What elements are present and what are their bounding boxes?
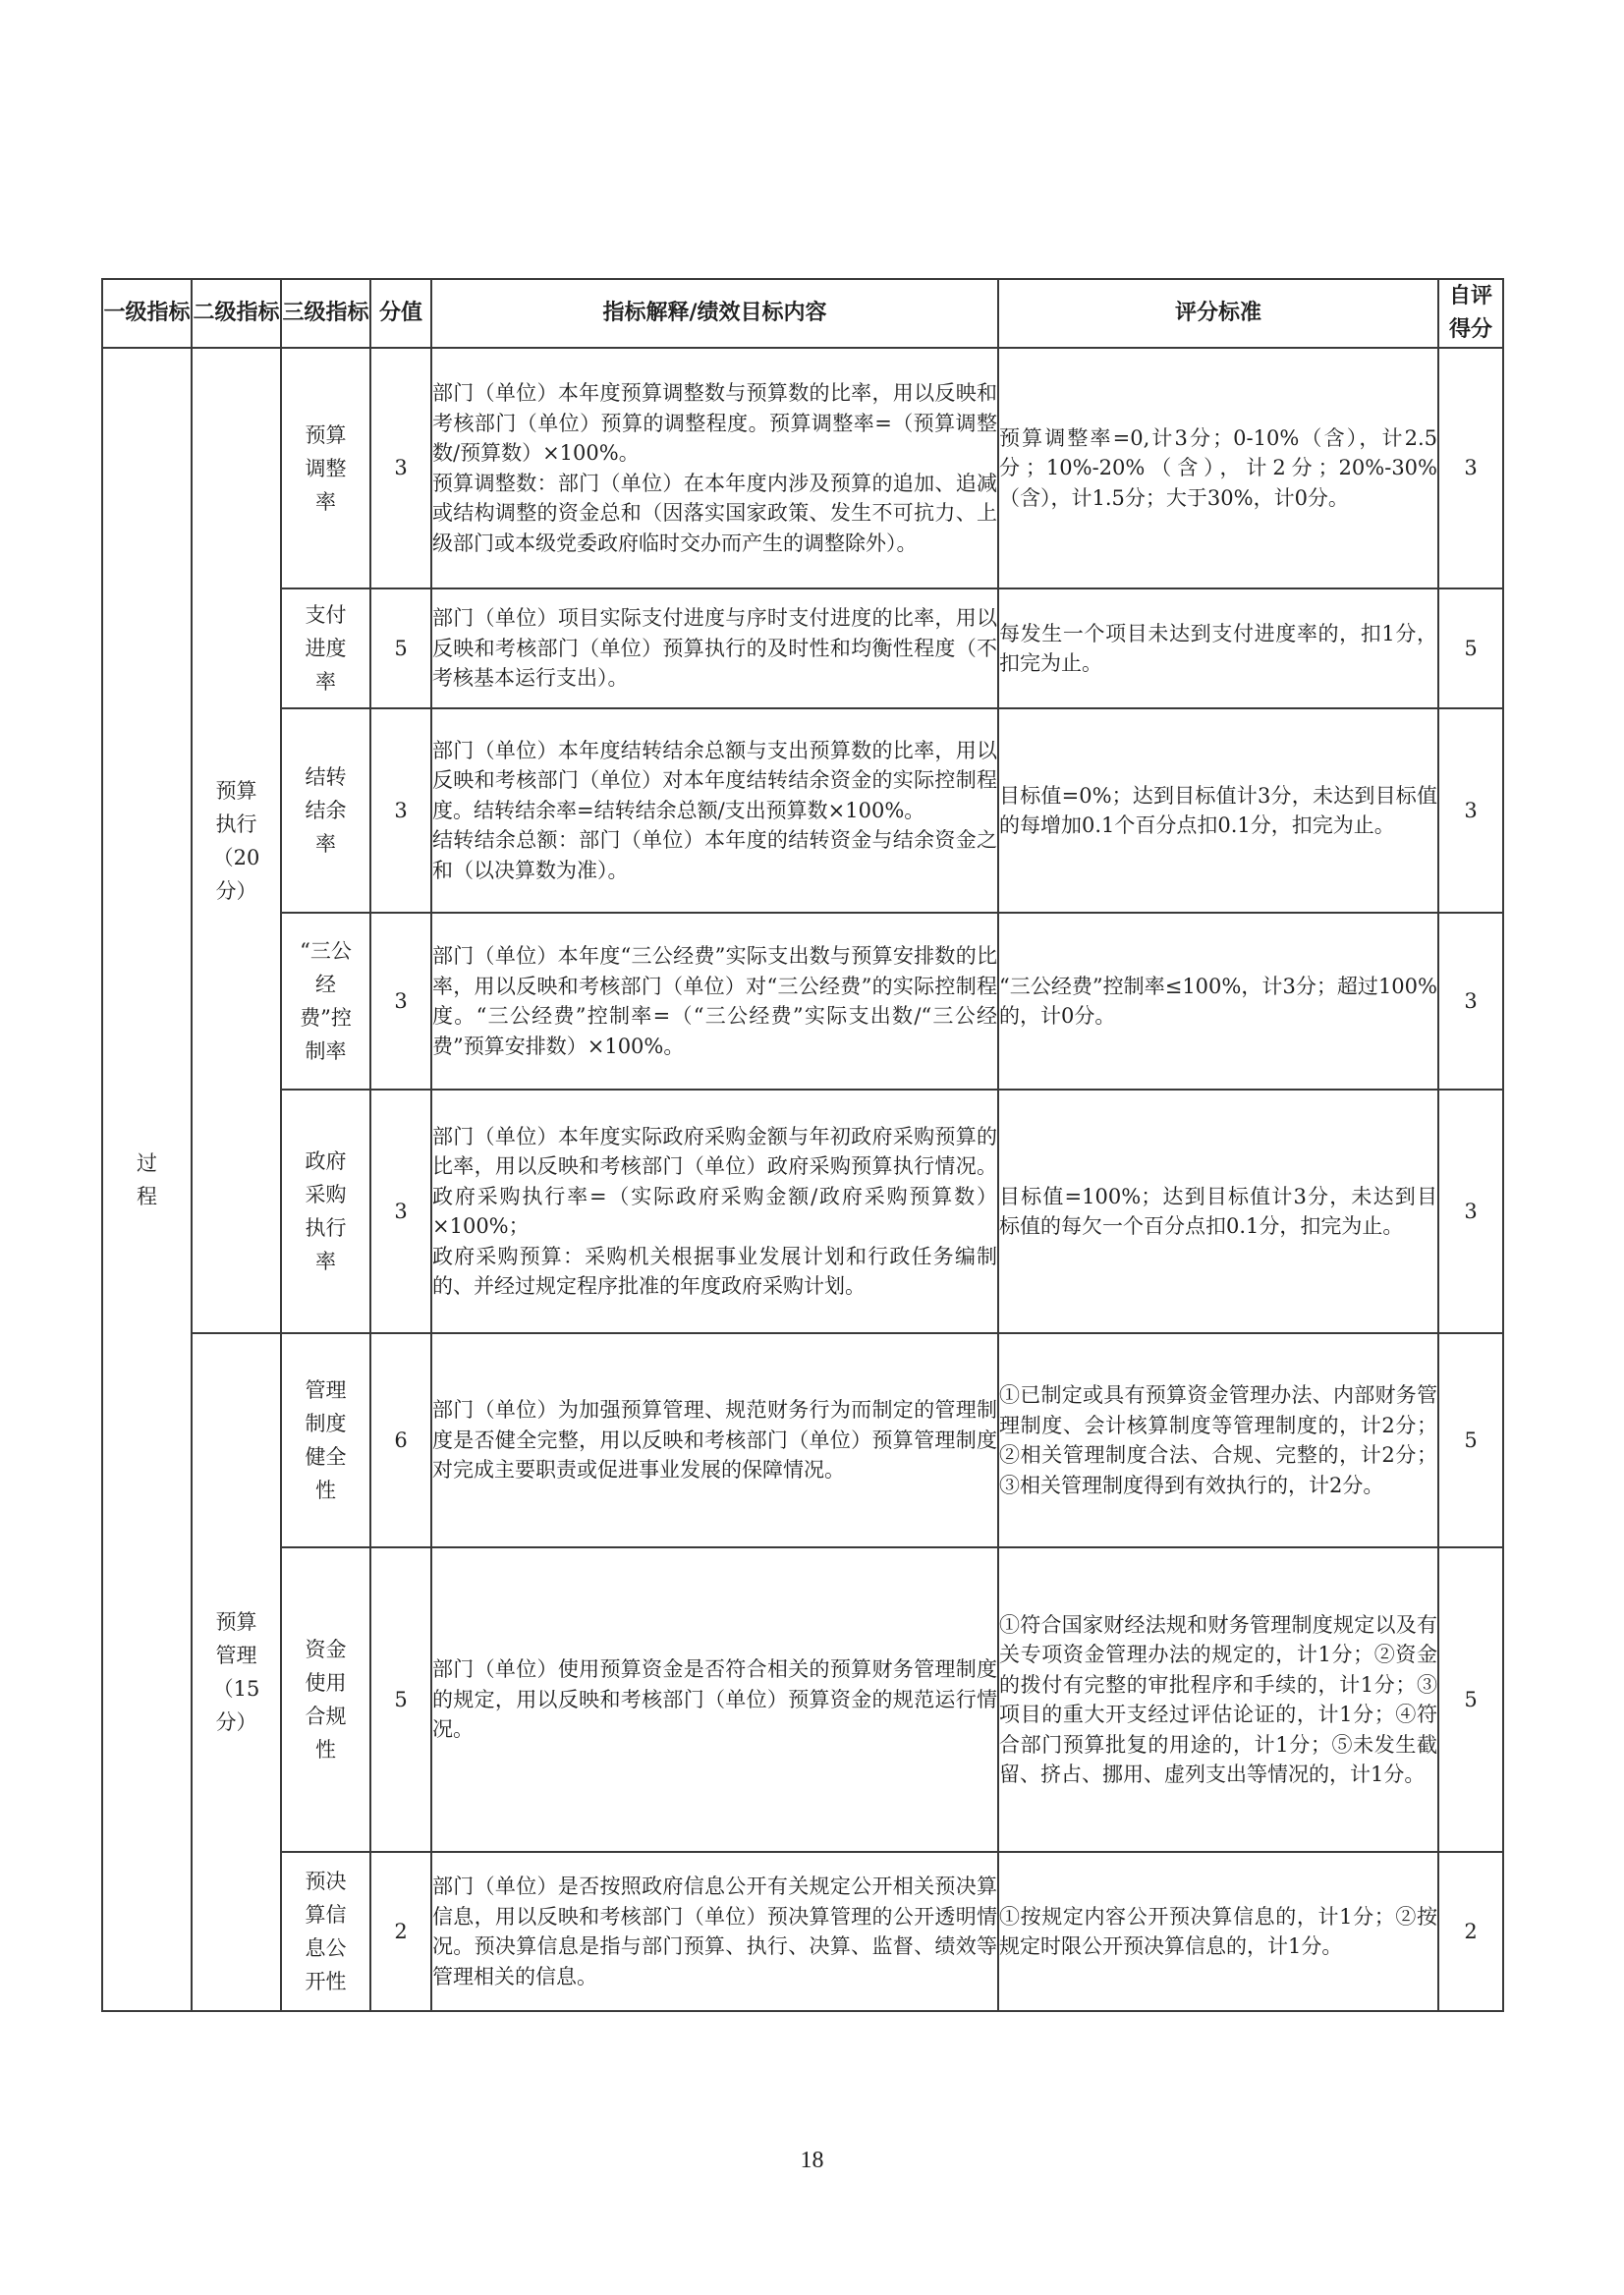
explanation-cell: 部门（单位）本年度结转结余总额与支出预算数的比率，用以反映和考核部门（单位）对本年度结转结余资金的实际控制程度。结转结余率=结转结余总额/支出预算数×100%。 结转结余总额：部门（单位）本年度的结转资金与结余资金之和（以决算数为准）。: [431, 708, 998, 913]
self-score-cell: 5: [1438, 1547, 1503, 1852]
self-score-cell: 5: [1438, 1333, 1503, 1547]
table-row: [102, 913, 1503, 1090]
self-score-cell: 3: [1438, 708, 1503, 913]
self-score-cell: 5: [1438, 588, 1503, 708]
page-number: 18: [800, 2148, 824, 2173]
standard-cell: 目标值=100%；达到目标值计3分，未达到目标值的每欠一个百分点扣0.1分，扣完为止。: [998, 1090, 1438, 1333]
level2-cell: 预算管理（15分）: [192, 1333, 281, 2011]
level2-cell: 预算执行（20分）: [192, 348, 281, 1333]
table-row: [102, 348, 1503, 588]
explanation-cell: 部门（单位）为加强预算管理、规范财务行为而制定的管理制度是否健全完整，用以反映和考核部门（单位）预算管理制度对完成主要职责或促进事业发展的保障情况。: [431, 1333, 998, 1547]
standard-cell: ①符合国家财经法规和财务管理制度规定以及有关专项资金管理办法的规定的，计1分；②资金的拨付有完整的审批程序和手续的，计1分；③项目的重大开支经过评估论证的，计1分；④符合部门预算批复的用途的，计1分；⑤未发生截留、挤占、挪用、虚列支出等情况的，计1分。: [998, 1547, 1438, 1852]
self-score-cell: 3: [1438, 1090, 1503, 1333]
explanation-cell: 部门（单位）项目实际支付进度与序时支付进度的比率，用以反映和考核部门（单位）预算执行的及时性和均衡性程度（不考核基本运行支出）。: [431, 588, 998, 708]
table-row: [102, 1090, 1503, 1333]
table-row: [102, 1333, 1503, 1547]
explanation-cell: 部门（单位）使用预算资金是否符合相关的预算财务管理制度的规定，用以反映和考核部门（单位）预算资金的规范运行情况。: [431, 1547, 998, 1852]
header-score: 分值: [370, 279, 431, 348]
score-cell: 3: [370, 1090, 431, 1333]
score-cell: 3: [370, 913, 431, 1090]
explanation-cell: 部门（单位）本年度预算调整数与预算数的比率，用以反映和考核部门（单位）预算的调整程度。预算调整率=（预算调整数/预算数）×100%。 预算调整数：部门（单位）在本年度内涉及预算的追加、追减或结构调整的资金总和（因落实国家政策、发生不可抗力、上级部门或本级党委政府临时交办而产生的调整除外）。: [431, 348, 998, 588]
self-score-cell: 3: [1438, 348, 1503, 588]
score-cell: 3: [370, 708, 431, 913]
table-row: [102, 1852, 1503, 2011]
standard-cell: “三公经费”控制率≤100%，计3分；超过100%的，计0分。: [998, 913, 1438, 1090]
header-self-score: 自评得分: [1438, 279, 1503, 348]
score-cell: 2: [370, 1852, 431, 2011]
header-standard: 评分标准: [998, 279, 1438, 348]
level3-cell: 支付进度率: [281, 588, 370, 708]
standard-cell: ①已制定或具有预算资金管理办法、内部财务管理制度、会计核算制度等管理制度的，计2分；②相关管理制度合法、合规、完整的，计2分；③相关管理制度得到有效执行的，计2分。: [998, 1333, 1438, 1547]
explanation-cell: 部门（单位）本年度“三公经费”实际支出数与预算安排数的比率，用以反映和考核部门（单位）对“三公经费”的实际控制程度。“三公经费”控制率=（“三公经费”实际支出数/“三公经费”预算安排数）×100%。: [431, 913, 998, 1090]
score-cell: 5: [370, 1547, 431, 1852]
standard-cell: 目标值=0%；达到目标值计3分，未达到目标值的每增加0.1个百分点扣0.1分，扣完为止。: [998, 708, 1438, 913]
header-level1: 一级指标: [102, 279, 192, 348]
table-row: [102, 1547, 1503, 1852]
explanation-cell: 部门（单位）是否按照政府信息公开有关规定公开相关预决算信息，用以反映和考核部门（单位）预决算管理的公开透明情况。预决算信息是指与部门预算、执行、决算、监督、绩效等管理相关的信息。: [431, 1852, 998, 2011]
explanation-cell: 部门（单位）本年度实际政府采购金额与年初政府采购预算的比率，用以反映和考核部门（单位）政府采购预算执行情况。政府采购执行率=（实际政府采购金额/政府采购预算数）×100%； 政府采购预算：采购机关根据事业发展计划和行政任务编制的、并经过规定程序批准的年度政府采购计划。: [431, 1090, 998, 1333]
level3-cell: “三公经费”控制率: [281, 913, 370, 1090]
header-explanation: 指标解释/绩效目标内容: [431, 279, 998, 348]
standard-cell: ①按规定内容公开预决算信息的，计1分；②按规定时限公开预决算信息的，计1分。: [998, 1852, 1438, 2011]
level3-cell: 结转结余率: [281, 708, 370, 913]
table-row: [102, 588, 1503, 708]
score-cell: 3: [370, 348, 431, 588]
header-level2: 二级指标: [192, 279, 281, 348]
level3-cell: 政府采购执行率: [281, 1090, 370, 1333]
level3-cell: 资金使用合规性: [281, 1547, 370, 1852]
level3-cell: 预算调整率: [281, 348, 370, 588]
table-row: [102, 708, 1503, 913]
level3-cell: 管理制度健全性: [281, 1333, 370, 1547]
header-level3: 三级指标: [281, 279, 370, 348]
level1-cell: 过程: [102, 348, 192, 2011]
standard-cell: 预算调整率=0,计3分；0-10%（含），计2.5分；10%-20%（含），计2分；20%-30%（含），计1.5分；大于30%，计0分。: [998, 348, 1438, 588]
score-cell: 6: [370, 1333, 431, 1547]
score-cell: 5: [370, 588, 431, 708]
header-row: [102, 279, 1503, 348]
evaluation-table: [101, 278, 1504, 2012]
self-score-cell: 3: [1438, 913, 1503, 1090]
self-score-cell: 2: [1438, 1852, 1503, 2011]
level3-cell: 预决算信息公开性: [281, 1852, 370, 2011]
standard-cell: 每发生一个项目未达到支付进度率的，扣1分，扣完为止。: [998, 588, 1438, 708]
